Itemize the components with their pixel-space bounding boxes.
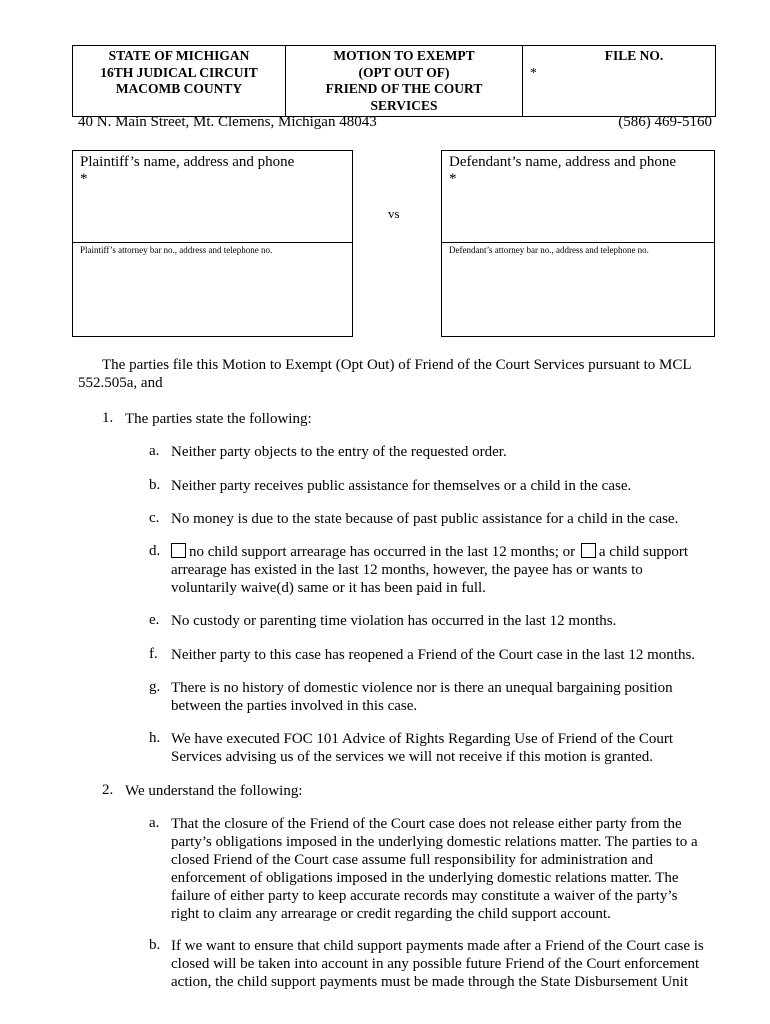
title-line: FRIEND OF THE COURT [325,81,483,96]
defendant-attorney-field[interactable] [442,243,714,257]
defendant-box [441,150,715,337]
item-letter: h. [149,730,161,746]
item-letter: b. [149,937,161,953]
item-line: Neither party to this case has reopened a Friend of the Court case in the last 12 months. [171,647,696,663]
item-letter: e. [149,612,160,628]
item-letter: a. [149,815,160,831]
intro-line: 552.505a, and [78,375,163,391]
section-title: The parties state the following: [125,411,312,427]
court-cell [73,46,286,117]
title-cell [286,46,523,117]
item-line: Neither party receives public assistance for themselves or a child in the case. [171,478,632,494]
item-line: No custody or parenting time violation has occurred in the last 12 months. [171,613,617,629]
item-line: Neither party objects to the entry of the requested order. [171,444,507,460]
item-letter: b. [149,477,161,493]
defendant-value[interactable]: * [449,171,457,187]
file-no-label: FILE NO. [604,48,664,63]
item-line: action, the child support payments must be made through the State Disbursement Unit [171,974,688,990]
item-line: voluntarily waive(d) same or it has been paid in full. [171,580,486,596]
item-line: If we want to ensure that child support payments made after a Friend of the Court case is [171,938,704,954]
title-line: MOTION TO EXEMPT [333,48,475,63]
item-line: There is no history of domestic violence nor is there an unequal bargaining position [171,680,673,696]
no-arrearage-checkbox[interactable] [171,543,186,558]
court-address-line [78,114,712,131]
title-line: SERVICES [370,97,438,113]
plaintiff-value[interactable]: * [80,171,88,187]
section-number: 2. [102,782,114,798]
header-table [72,45,716,117]
item-line: That the closure of the Friend of the Court case does not release either party from the [171,816,682,832]
item-line: party’s obligations imposed in the underlying domestic relations matter. The parties to a [171,834,698,850]
item-line: Services advising us of the services we will not receive if this motion is granted. [171,749,653,765]
item-line: arrearage has existed in the last 12 months, however, the payee has or wants to [171,562,643,578]
item-line: right to claim any arrearage or credit regarding the child support account. [171,906,611,922]
item-line: closed will be taken into account in any possible future Friend of the Court enforcement [171,956,700,972]
plaintiff-box [72,150,353,337]
checkbox-label: a child support [598,544,689,560]
plaintiff-attorney-label: Plaintiff’s attorney bar no., address and telephone no. [80,245,273,255]
title-line: (OPT OUT OF) [358,64,450,80]
item-line: closed Friend of the Court case assume full responsibility for administration and [171,852,653,868]
item-line-with-checkboxes [169,543,688,561]
court-line: STATE OF MICHIGAN [108,48,250,63]
intro-line: The parties file this Motion to Exempt (Opt Out) of Friend of the Court Services pursuant to MCL [102,357,692,373]
item-letter: g. [149,679,161,695]
item-letter: a. [149,443,160,459]
defendant-attorney-label: Defendant’s attorney bar no., address and telephone no. [449,245,649,255]
item-line: enforcement of obligations imposed in the underlying domestic relations matter. The [171,870,679,886]
plaintiff-label: Plaintiff’s name, address and phone [80,154,295,170]
item-line: between the parties involved in this case. [171,698,418,714]
court-address: 40 N. Main Street, Mt. Clemens, Michigan 48043 [78,114,377,130]
defendant-name-field[interactable] [442,151,714,243]
section-number: 1. [102,410,114,426]
defendant-label: Defendant’s name, address and phone [449,154,677,170]
file-no-field[interactable]: * [530,64,537,80]
court-line: MACOMB COUNTY [115,81,243,96]
item-letter: d. [149,543,161,559]
item-line: We have executed FOC 101 Advice of Rights Regarding Use of Friend of the Court [171,731,674,747]
arrearage-existed-checkbox[interactable] [581,543,596,558]
file-no-cell[interactable] [523,46,716,117]
item-letter: c. [149,510,160,526]
checkbox-label: no child support arrearage has occurred in the last 12 months; or [189,544,576,560]
court-phone: (586) 469-5160 [618,114,712,130]
plaintiff-name-field[interactable] [73,151,352,243]
plaintiff-attorney-field[interactable] [73,243,352,257]
section-title: We understand the following: [125,783,303,799]
court-line: 16TH JUDICAL CIRCUIT [100,64,258,80]
item-line: No money is due to the state because of past public assistance for a child in the case. [171,511,679,527]
item-letter: f. [149,646,158,662]
vs-label: vs [388,206,400,221]
item-line: failure of either party to keep accurate records may constitute a waiver of the party’s [171,888,678,904]
